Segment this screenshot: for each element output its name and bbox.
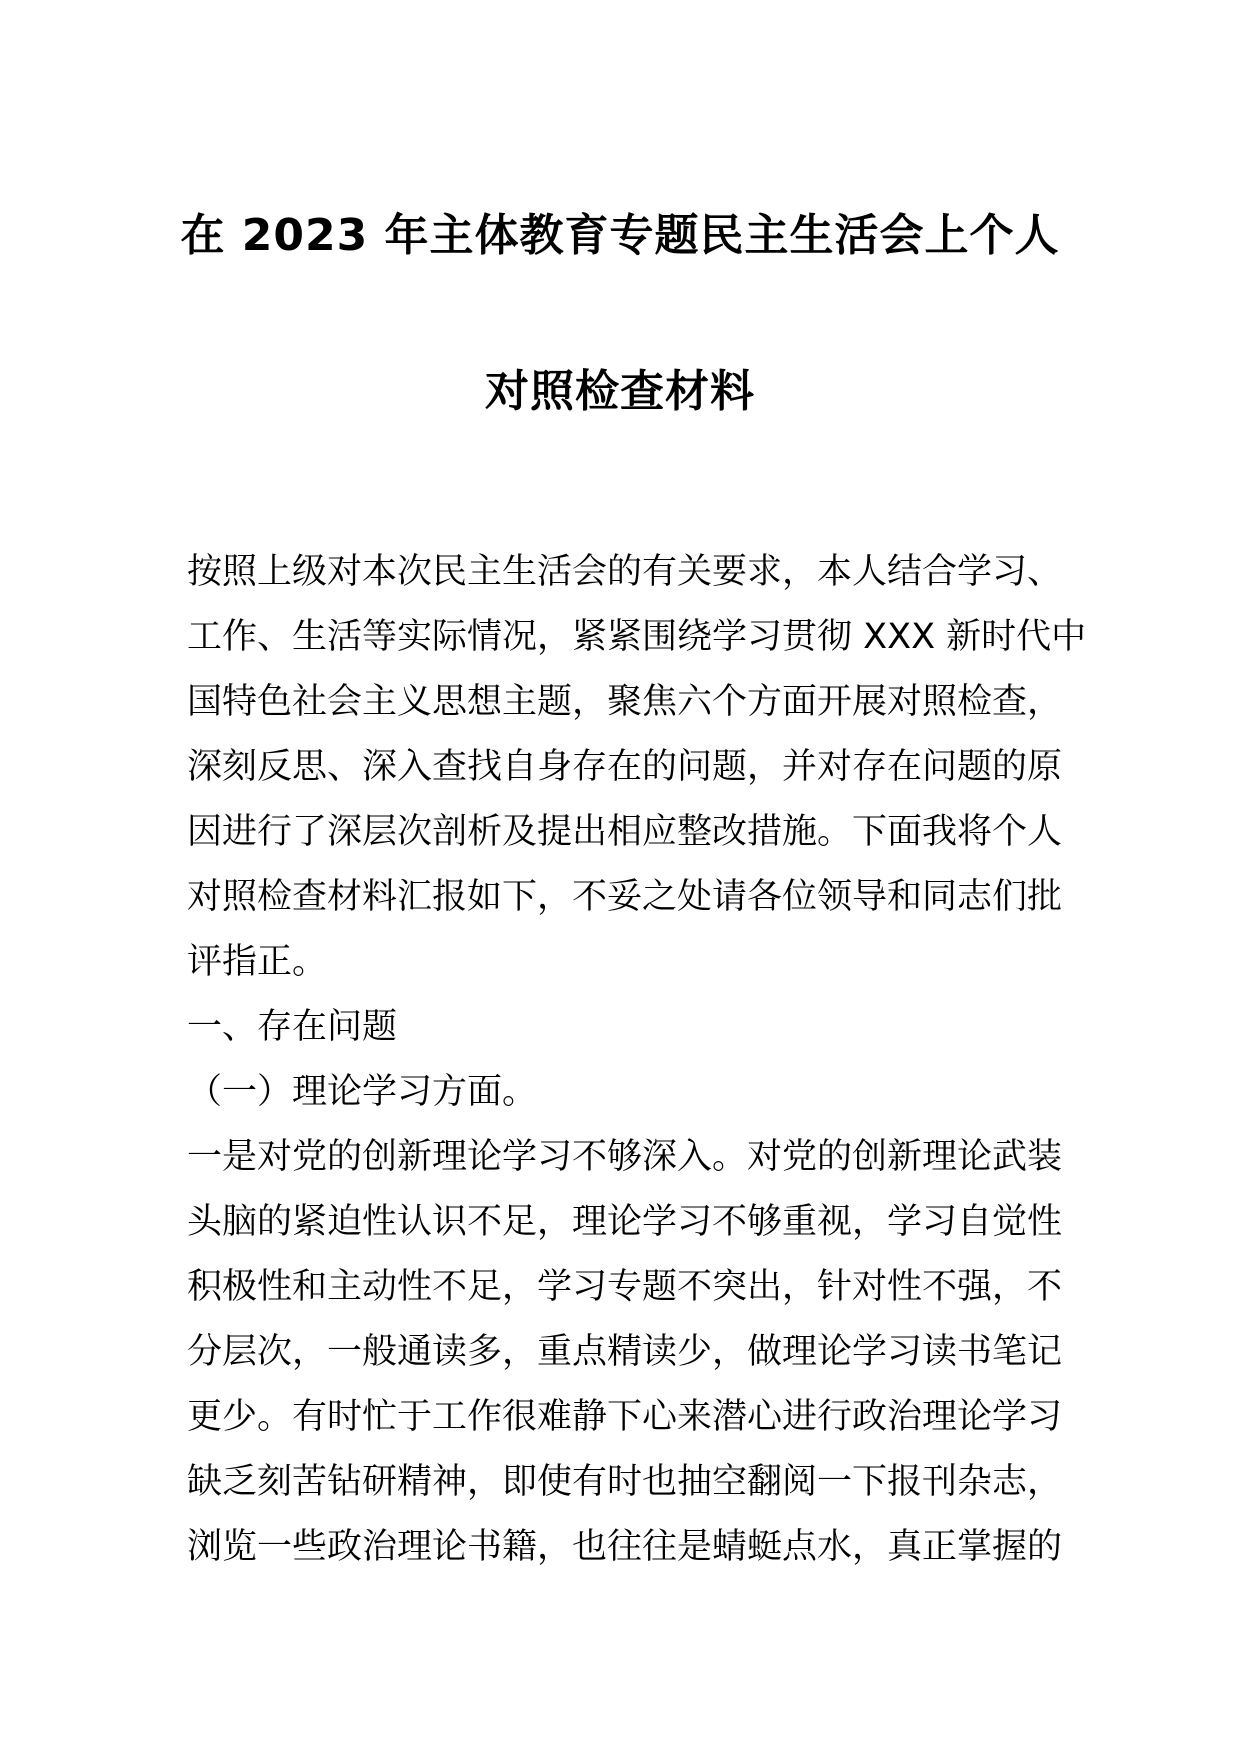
intro-line: 按照上级对本次民主生活会的有关要求，本人结合学习、	[187, 552, 1063, 592]
point-one-line: 一是对党的创新理论学习不够深入。对党的创新理论武装	[187, 1137, 1063, 1177]
point-one-line: 更少。有时忙于工作很难静下心来潜心进行政治理论学习	[187, 1397, 1063, 1437]
intro-line: 工作、生活等实际情况，紧紧围绕学习贯彻 XXX 新时代中	[187, 617, 1087, 657]
point-one-line: 缺乏刻苦钻研精神，即使有时也抽空翻阅一下报刊杂志，	[187, 1462, 1063, 1502]
intro-line: 对照检查材料汇报如下，不妥之处请各位领导和同志们批	[187, 877, 1063, 917]
point-one-line: 分层次，一般通读多，重点精读少，做理论学习读书笔记	[187, 1332, 1063, 1372]
subsection-heading-text: （一）理论学习方面。	[187, 1072, 538, 1112]
point-one-line: 积极性和主动性不足，学习专题不突出，针对性不强，不	[187, 1267, 1063, 1307]
intro-line: 评指正。	[187, 942, 328, 982]
intro-line: 因进行了深层次剖析及提出相应整改措施。下面我将个人	[187, 812, 1063, 852]
point-one-line: 浏览一些政治理论书籍，也往往是蜻蜓点水，真正掌握的	[187, 1527, 1063, 1567]
section-heading-text: 一、存在问题	[187, 1007, 398, 1047]
intro-line: 国特色社会主义思想主题，聚焦六个方面开展对照检查，	[187, 682, 1063, 722]
point-one-paragraph	[187, 1125, 1063, 1580]
document-title-line-2: 对照检查材料	[485, 366, 755, 417]
intro-line: 深刻反思、深入查找自身存在的问题，并对存在问题的原	[187, 747, 1063, 787]
section-heading	[187, 995, 1057, 1060]
document-title-line-1: 在 2023 年主体教育专题民主生活会上个人	[180, 210, 1060, 261]
intro-paragraph	[187, 540, 1087, 995]
subsection-heading	[187, 1060, 1057, 1125]
point-one-line: 头脑的紧迫性认识不足，理论学习不够重视，学习自觉性	[187, 1202, 1063, 1242]
